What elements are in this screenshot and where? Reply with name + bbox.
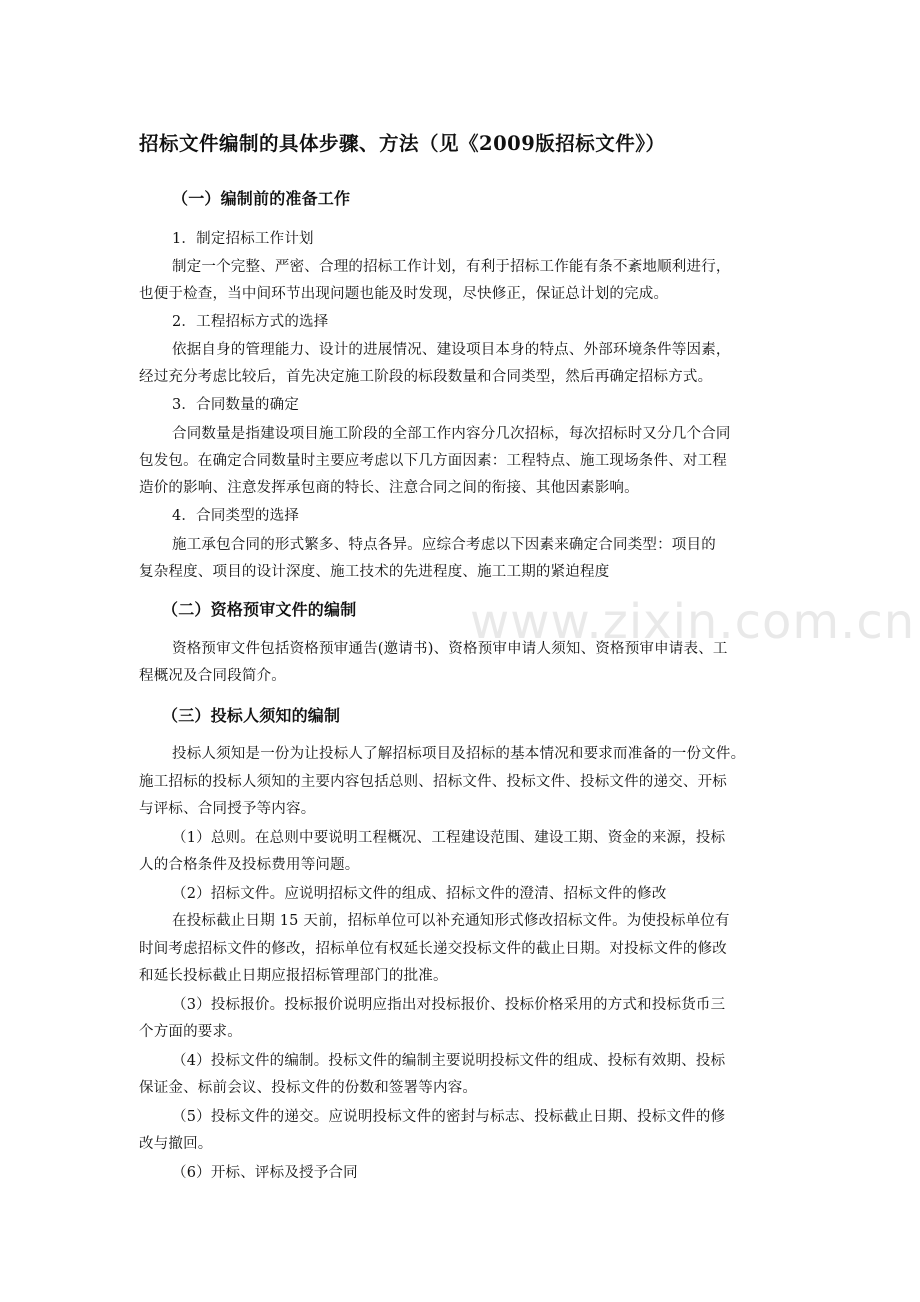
item-label-2: 2．工程招标方式的选择 — [172, 314, 329, 330]
paragraph-line: （3）投标报价。投标报价说明应指出对投标报价、投标价格采用的方式和投标货币三 — [172, 997, 726, 1013]
item-label-1: 1．制定招标工作计划 — [172, 231, 314, 247]
paragraph-line: 依据自身的管理能力、设计的进展情况、建设项目本身的特点、外部环境条件等因素， — [172, 342, 731, 358]
paragraph-line: 改与撤回。 — [139, 1136, 213, 1152]
paragraph-line: 复杂程度、项目的设计深度、施工技术的先进程度、施工工期的紧迫程度 — [139, 564, 610, 580]
section-heading-3: （三）投标人须知的编制 — [162, 706, 341, 725]
paragraph-line: （1）总则。在总则中要说明工程概况、工程建设范围、建设工期、资金的来源，投标 — [172, 830, 726, 846]
paragraph-line: 在投标截止日期 15 天前，招标单位可以补充通知形式修改招标文件。为使投标单位有 — [172, 913, 730, 929]
paragraph-line: 造价的影响、注意发挥承包商的特长、注意合同之间的衔接、其他因素影响。 — [139, 480, 639, 496]
paragraph-line: （5）投标文件的递交。应说明投标文件的密封与标志、投标截止日期、投标文件的修 — [172, 1109, 726, 1125]
paragraph-line: 经过充分考虑比较后，首先决定施工阶段的标段数量和合同类型，然后再确定招标方式。 — [139, 369, 713, 385]
watermark: www.zixin.com.cn — [470, 594, 916, 650]
paragraph-line: 合同数量是指建设项目施工阶段的全部工作内容分几次招标，每次招标时又分几个合同 — [172, 426, 731, 442]
paragraph-line: 程概况及合同段简介。 — [139, 668, 286, 684]
paragraph-line: 时间考虑招标文件的修改，招标单位有权延长递交投标文件的截止日期。对投标文件的修改 — [139, 941, 727, 957]
paragraph-line: （4）投标文件的编制。投标文件的编制主要说明投标文件的组成、投标有效期、投标 — [172, 1053, 726, 1069]
paragraph-line: 施工招标的投标人须知的主要内容包括总则、招标文件、投标文件、投标文件的递交、开标 — [139, 774, 727, 790]
paragraph-line: 保证金、标前会议、投标文件的份数和签署等内容。 — [139, 1080, 478, 1096]
paragraph-line: 个方面的要求。 — [139, 1024, 242, 1040]
section-heading-2: （二）资格预审文件的编制 — [162, 600, 357, 619]
paragraph-line: （6）开标、评标及授予合同 — [172, 1165, 358, 1181]
paragraph-line: 制定一个完整、严密、合理的招标工作计划，有利于招标工作能有条不紊地顺利进行， — [172, 259, 731, 275]
paragraph-line: （2）招标文件。应说明招标文件的组成、招标文件的澄清、招标文件的修改 — [172, 886, 667, 902]
paragraph-line: 和延长投标截止日期应报招标管理部门的批准。 — [139, 968, 448, 984]
page-title: 招标文件编制的具体步骤、方法（见《2009版招标文件》） — [139, 132, 666, 155]
item-label-3: 3．合同数量的确定 — [172, 397, 300, 413]
paragraph-line: 也便于检查，当中间环节出现问题也能及时发现，尽快修正，保证总计划的完成。 — [139, 286, 669, 302]
paragraph-line: 与评标、合同授予等内容。 — [139, 801, 316, 817]
paragraph-line: 施工承包合同的形式繁多、特点各异。应综合考虑以下因素来确定合同类型：项目的 — [172, 537, 716, 553]
paragraph-line: 包发包。在确定合同数量时主要应考虑以下几方面因素：工程特点、施工现场条件、对工程 — [139, 453, 727, 469]
paragraph-line: 投标人须知是一份为让投标人了解招标项目及招标的基本情况和要求而准备的一份文件。 — [172, 746, 746, 762]
paragraph-line: 人的合格条件及投标费用等问题。 — [139, 857, 360, 873]
paragraph-line: 资格预审文件包括资格预审通告(邀请书)、资格预审申请人须知、资格预审申请表、工 — [172, 641, 728, 657]
item-label-4: 4．合同类型的选择 — [172, 508, 300, 524]
section-heading-1: （一）编制前的准备工作 — [172, 189, 351, 208]
